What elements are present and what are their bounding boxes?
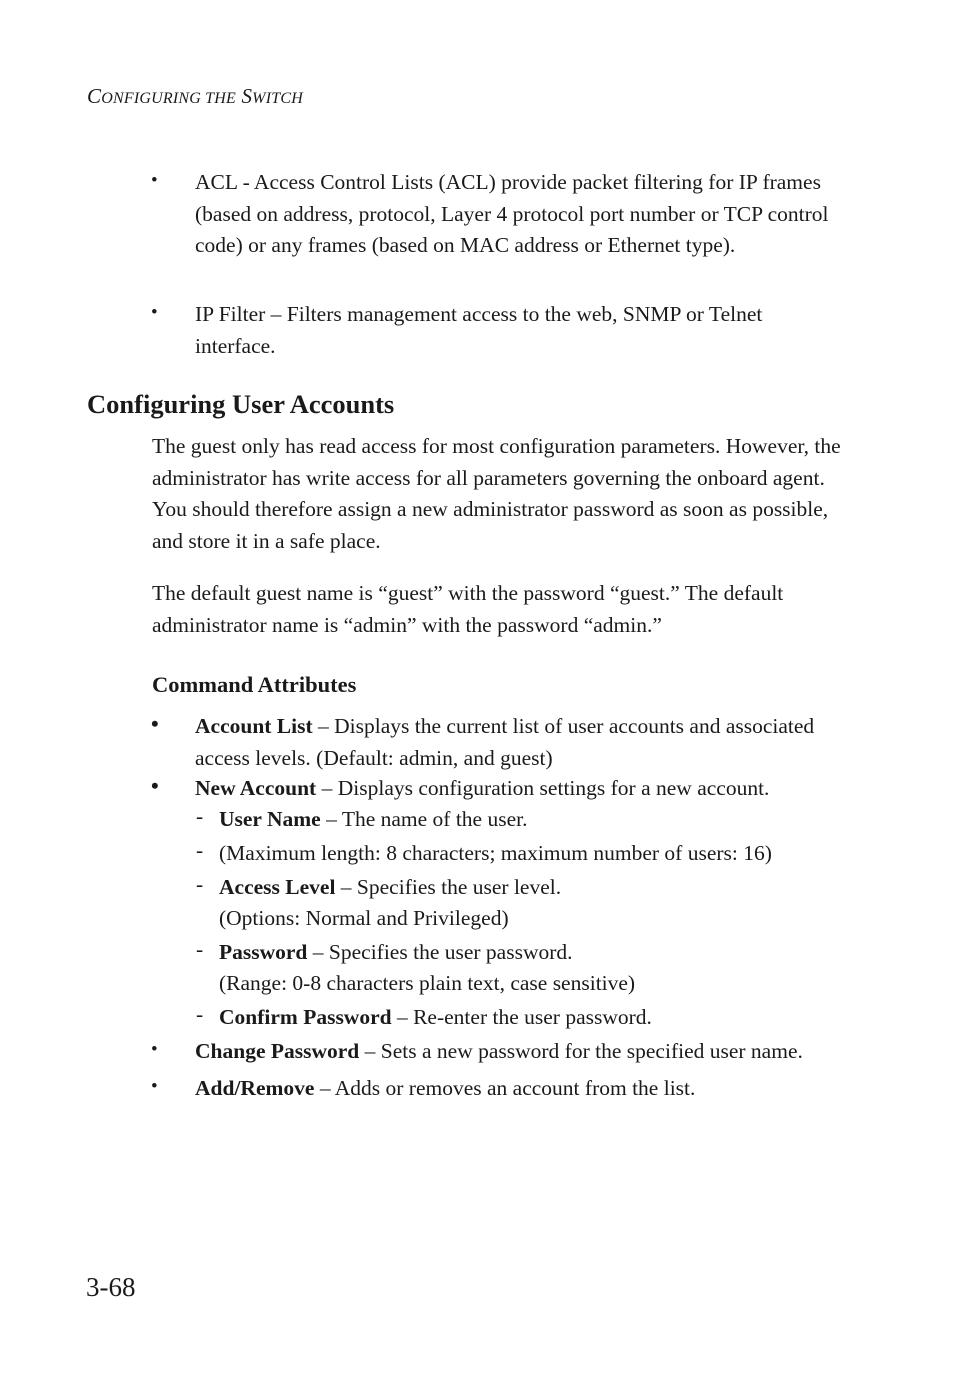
sub-item-text [219,1002,839,1033]
description: – Re-enter the user password. [391,1005,652,1029]
bullet-marker: • [151,1039,158,1060]
running-head-rest-2: WITCH [252,90,303,107]
term: User Name [219,807,321,831]
description: – Sets a new password for the specified user name. [359,1039,803,1063]
list-item-text [195,1073,845,1105]
running-head [87,84,303,109]
sub-item-text [219,838,839,869]
sub-item-text [219,804,839,835]
list-item-text [195,711,845,774]
note: (Options: Normal and Privileged) [219,906,509,930]
dash-marker: - [196,804,204,828]
list-item-text: ACL - Access Control Lists (ACL) provide packet filtering for IP frames (based on address, protocol, Layer 4 protocol port number or TCP control code) or any frames (based on MAC address or Ethernet type). [195,170,829,257]
term: New Account [195,776,317,800]
bullet-marker: • [151,711,159,736]
note: (Range: 0-8 characters plain text, case sensitive) [219,971,636,995]
sub-item-text [219,937,839,999]
dash-marker: - [196,872,204,896]
description: – The name of the user. [320,807,528,831]
description: – Specifies the user level. [335,875,562,899]
paragraph: The default guest name is “guest” with the password “guest.” The default administrator name is “admin” with the password “admin.” [152,581,784,637]
subheading: Command Attributes [152,672,357,697]
description: – Displays the current list of user accounts and associated access levels. (Default: admin, and guest) [195,714,815,770]
list-item-text: IP Filter – Filters management access to the web, SNMP or Telnet interface. [195,302,763,358]
bullet-marker: • [151,773,159,798]
term: Confirm Password [219,1005,392,1029]
dash-marker: - [196,838,204,862]
description: – Displays configuration settings for a new account. [316,776,770,800]
running-head-initial-2: S [241,84,253,108]
bullet-marker: • [151,170,158,191]
dash-marker: - [196,1002,204,1026]
list-item-text [195,1036,895,1068]
bullet-marker: • [151,1076,158,1097]
term: Add/Remove [195,1076,315,1100]
running-head-rest-1: ONFIGURING THE [101,90,237,107]
sub-item-text [219,872,839,934]
term: Change Password [195,1039,360,1063]
bullet-marker: • [151,302,158,323]
term: Access Level [219,875,336,899]
description: – Specifies the user password. [307,940,573,964]
section-title: Configuring User Accounts [87,389,395,419]
description: – Adds or removes an account from the list. [314,1076,696,1100]
dash-marker: - [196,937,204,961]
page-number: 3-68 [86,1272,136,1302]
term: Password [219,940,308,964]
running-head-initial-1: C [87,84,102,108]
list-item-text [195,773,855,805]
description: (Maximum length: 8 characters; maximum number of users: 16) [219,841,772,865]
term: Account List [195,714,313,738]
paragraph: The guest only has read access for most configuration parameters. However, the administrator has write access for all parameters governing the onboard agent. You should therefore assign a new administrator password as soon as possible, and store it in a safe place. [152,434,841,553]
